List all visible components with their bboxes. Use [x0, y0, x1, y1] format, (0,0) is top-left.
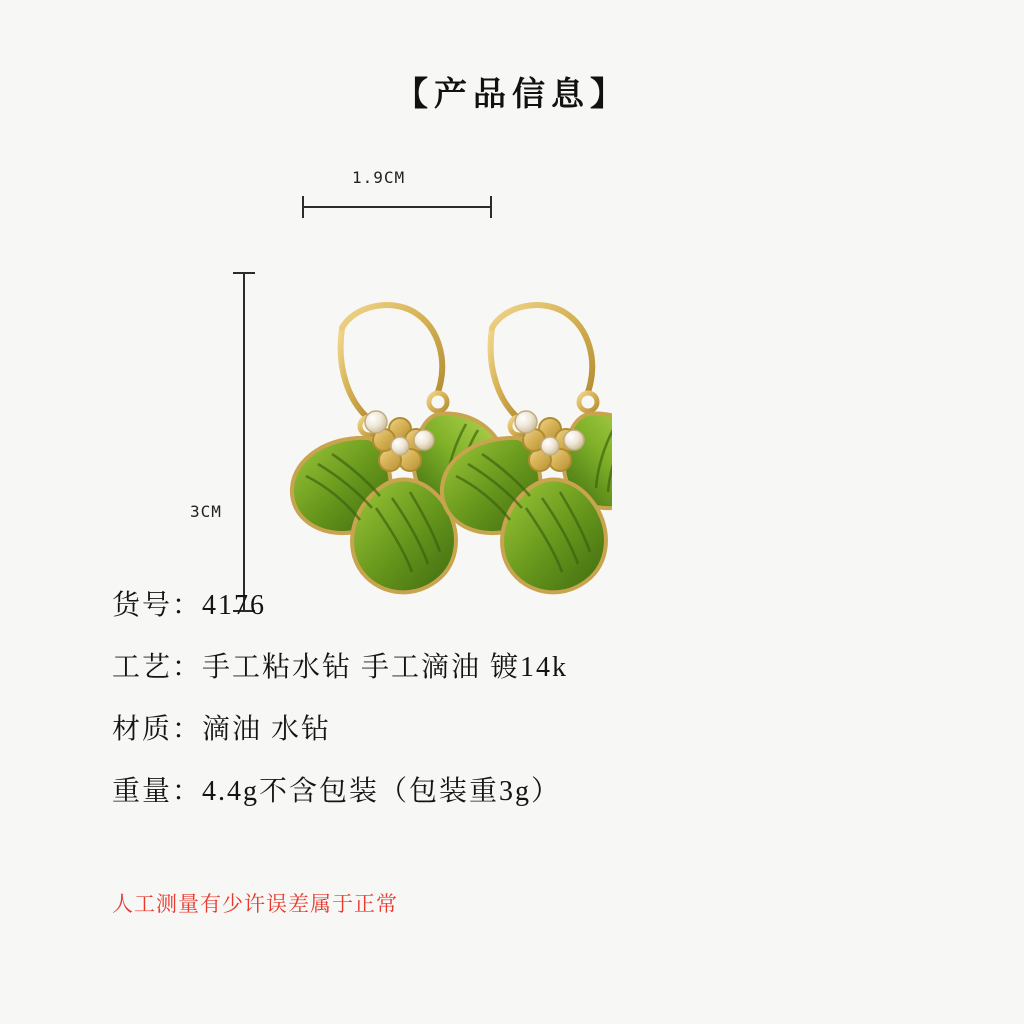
width-measurement-label: 1.9CM: [352, 168, 406, 187]
height-measurement-label: 3CM: [190, 502, 222, 521]
measurement-disclaimer-note: 人工测量有少许误差属于正常: [112, 892, 398, 916]
height-ruler-line: [243, 272, 245, 612]
spec-item-weight: 重量：4.4g不含包装（包装重3g）: [112, 776, 562, 807]
measurement-region: [0, 150, 1024, 570]
width-ruler-right-cap: [490, 196, 492, 218]
width-ruler-line: [302, 206, 492, 208]
width-ruler-left-cap: [302, 196, 304, 218]
height-ruler-top-cap: [233, 272, 255, 274]
product-image: [272, 250, 612, 630]
product-spec-list: [112, 592, 932, 840]
spec-item-craft: 工艺：手工粘水钻 手工滴油 镀14k: [112, 652, 569, 683]
spec-item-material: 材质：滴油 水钻: [112, 714, 332, 745]
spec-item-sku: 货号：4176: [112, 590, 267, 621]
page-title: 【产品信息】: [395, 74, 629, 113]
